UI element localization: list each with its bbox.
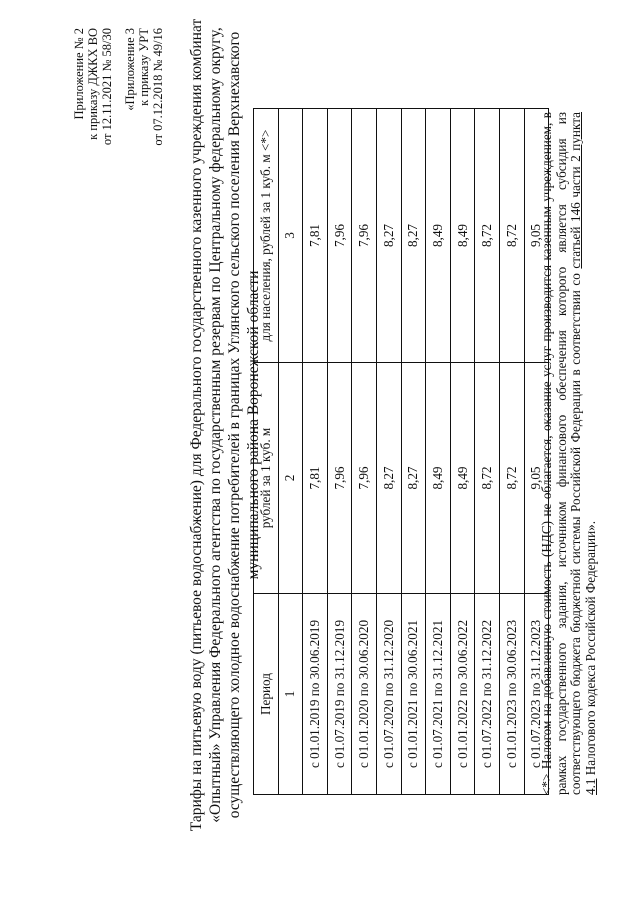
table-numbering-row bbox=[278, 109, 303, 795]
tariff-table bbox=[253, 108, 549, 795]
footnote-text: <*> Налогом на добавленную стоимость (НДС) не облагается, оказание услуг производится казенным учреждением, в рамках государственного задания, источником финансового обеспечения которого является субсидия из соответствующего бюджета бюджетной системы Российской Федерации в соответствии со bbox=[539, 112, 584, 795]
column-number: 3 bbox=[278, 109, 303, 363]
table-row bbox=[401, 109, 426, 795]
annex-3-line: от 07.12.2018 № 49/16 bbox=[151, 28, 165, 146]
population-rate-cell: 7,81 bbox=[303, 109, 328, 363]
population-rate-cell: 8,27 bbox=[376, 109, 401, 363]
column-number: 1 bbox=[278, 594, 303, 795]
population-rate-cell: 8,72 bbox=[499, 109, 524, 363]
population-rate-cell: 8,27 bbox=[401, 109, 426, 363]
rate-cell: 8,27 bbox=[401, 363, 426, 594]
rate-cell: 8,72 bbox=[475, 363, 500, 594]
rate-cell: 7,81 bbox=[303, 363, 328, 594]
annex-2-line: от 12.11.2021 № 58/30 bbox=[100, 28, 114, 146]
period-cell: с 01.01.2021 по 30.06.2021 bbox=[401, 594, 426, 795]
rate-cell: 7,96 bbox=[327, 363, 352, 594]
table-row bbox=[327, 109, 352, 795]
annex-3-header bbox=[123, 28, 165, 146]
table-row bbox=[499, 109, 524, 795]
footnote bbox=[540, 112, 598, 795]
population-rate-cell: 8,49 bbox=[426, 109, 451, 363]
column-header-population-rate: для населения, рублей за 1 куб. м <*> bbox=[254, 109, 279, 363]
document-title: Тарифы на питьевую воду (питьевое водоснабжение) для Федерального государственного казенного учреждения комбинат «Опытный» Управления Федерального агентства по государственным резервам по Центральному федеральному округу, осуществляющего холодное водоснабжение потребителей в границах Углянского сельского поселения Верхнехавского муниципального района Воронежской области bbox=[188, 18, 262, 832]
column-header-period: Период bbox=[254, 594, 279, 795]
period-cell: с 01.07.2019 по 31.12.2019 bbox=[327, 594, 352, 795]
rate-cell: 9,05 bbox=[524, 363, 549, 594]
rate-cell: 8,27 bbox=[376, 363, 401, 594]
table-row bbox=[450, 109, 475, 795]
table-row bbox=[475, 109, 500, 795]
annex-3-line: «Приложение 3 bbox=[123, 28, 137, 111]
column-number: 2 bbox=[278, 363, 303, 594]
rate-cell: 8,49 bbox=[426, 363, 451, 594]
rate-cell: 7,96 bbox=[352, 363, 377, 594]
population-rate-cell: 9,05 bbox=[524, 109, 549, 363]
annex-2-line: Приложение № 2 bbox=[72, 28, 86, 120]
period-cell: с 01.07.2023 по 31.12.2023 bbox=[524, 594, 549, 795]
population-rate-cell: 7,96 bbox=[352, 109, 377, 363]
period-cell: с 01.01.2019 по 30.06.2019 bbox=[303, 594, 328, 795]
rate-cell: 8,72 bbox=[499, 363, 524, 594]
table-row bbox=[426, 109, 451, 795]
table-row bbox=[376, 109, 401, 795]
period-cell: с 01.07.2021 по 31.12.2021 bbox=[426, 594, 451, 795]
table-row bbox=[303, 109, 328, 795]
annex-3-line: к приказу УРТ bbox=[137, 28, 151, 106]
annex-2-header bbox=[72, 28, 114, 145]
population-rate-cell: 7,96 bbox=[327, 109, 352, 363]
annex-2-line: к приказу ДЖКХ ВО bbox=[86, 28, 100, 140]
period-cell: с 01.01.2020 по 30.06.2020 bbox=[352, 594, 377, 795]
column-header-rate: рублей за 1 куб. м bbox=[254, 363, 279, 594]
period-cell: с 01.07.2022 по 31.12.2022 bbox=[475, 594, 500, 795]
footnote-legal-reference: статьей 146 части 2 пункта 4.1 bbox=[568, 112, 598, 795]
footnote-tail: Налогового кодекса Российской Федерации». bbox=[582, 520, 598, 779]
period-cell: с 01.01.2023 по 30.06.2023 bbox=[499, 594, 524, 795]
population-rate-cell: 8,72 bbox=[475, 109, 500, 363]
rate-cell: 8,49 bbox=[450, 363, 475, 594]
table-row bbox=[352, 109, 377, 795]
period-cell: с 01.07.2020 по 31.12.2020 bbox=[376, 594, 401, 795]
period-cell: с 01.01.2022 по 30.06.2022 bbox=[450, 594, 475, 795]
table-header-row bbox=[254, 109, 279, 795]
population-rate-cell: 8,49 bbox=[450, 109, 475, 363]
